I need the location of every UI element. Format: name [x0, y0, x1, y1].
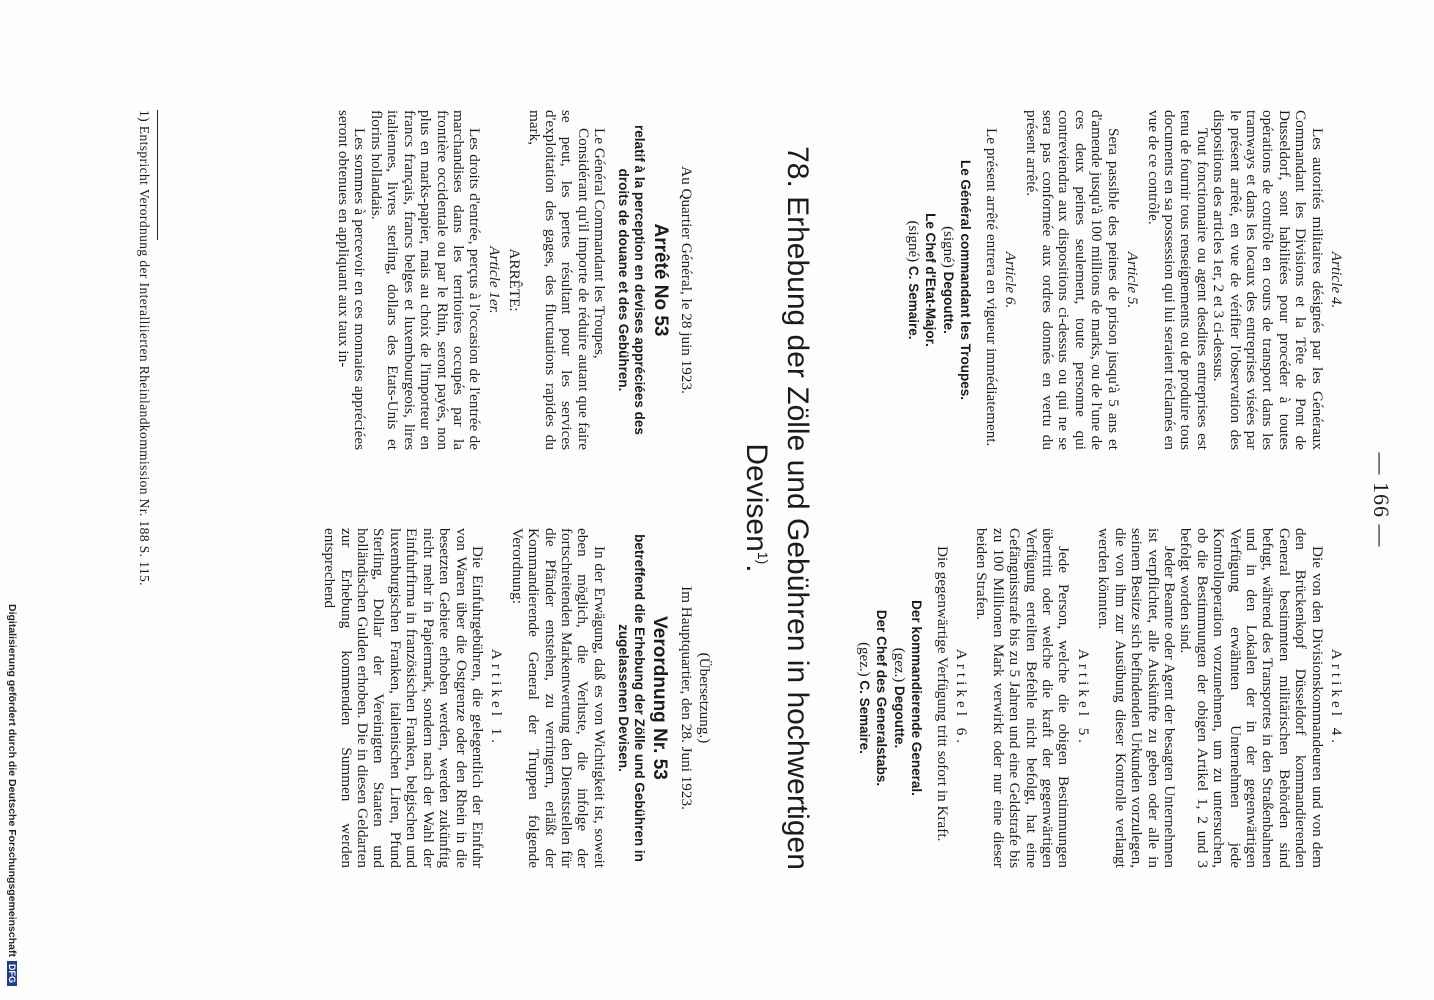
german-upper-column: [855, 528, 1348, 868]
article-4-heading: Article 4.: [1328, 251, 1345, 309]
artikel-1-heading: Artikel 1.: [488, 648, 506, 748]
article-6-paragraph: Le présent arrêté entrera en vigueur immédiatement.: [982, 128, 1000, 447]
signed-label-2: (signé): [905, 220, 922, 263]
arrete-paragraph-2: Considérant qu'il importe de réduire autant que faire se peut, les pertes résultant pour les services d'exploitation des gages, des fluctuations rapides du mark,: [525, 110, 592, 450]
signatory-name-1: Degoutte.: [941, 271, 957, 334]
article-4-paragraph-1: Les autorités militaires désignés par les Généraux Commandant les Divisions et la Tête de Pont de Dusseldorf, sont habilitées pour procéder à toutes opérations de contrôle en cours de transport dans les tramways et dans les locaux des entreprises visées par le présent arrêté, en vue de vérifier l'observation des dispositions des articles 1er, 2 et 3 ci-dessus.: [1210, 110, 1326, 450]
footnote: 1) Entspricht Verordnung der Interalliierten Rheinlandkommission Nr. 188 S. 115.: [137, 110, 152, 586]
article-1-paragraph-2: Les sommes à percevoir en ces monnaies appréciées seront obtenues en appliquant aux taux in-: [335, 110, 369, 450]
french-signature-block: [904, 110, 974, 450]
german-signature-block: [855, 528, 925, 868]
article-5-paragraph: Sera passible des peines de prison jusqu'à 5 ans et d'amende jusqu'à 100 millions de marks, ou de l'une de ces deux peines seulement, toute personne qui contreviendra aux dispositions ci-dessus ou qui ne se sera pas conformée aux ordres donnés en vertu du présent arrêté.: [1022, 110, 1122, 450]
translation-note: (Übersetzung.): [696, 652, 713, 744]
footnote-rule: [157, 110, 158, 240]
signed-label-1: (signé): [940, 226, 957, 268]
artikel-6-heading: Artikel 6.: [953, 648, 971, 748]
article-4-paragraph-2: Tout fonctionnaire ou agent desdites entreprises est tenu de fournir tous renseignements ou de produire tous documents en sa possession qui lui seraient réclamés en vue de ce contrôle.: [1144, 110, 1211, 450]
article-1-paragraph-1: Les droits d'entrée, perçus à l'occasion de l'entrée de marchandises dans les territoires occupés par la frontière occidentale ou par le Rhin, seront payés, non plus en marks-papier, mais au choix de l'importeur en francs français, francs belges et luxembourgeois, lires italiennes, livres sterling, dollars des Etats-Unis et florins hollandais.: [367, 110, 484, 450]
signature-title-2: Le Chef d'Etat-Major.: [923, 213, 939, 347]
artikel-4-paragraph-1: Die von den Divisionskommandeuren und von dem den Brückenkopf Düsseldorf kommandierenden General bestimmten militärischen Behörden sind befugt, während des Transportes in den Straßenbahnen und in den Lokalen der in der gegenwärtigen Verfügung erwähnten Unternehmen jede Kontrolloperation vorzunehmen, um zu untersuchen, ob die Bestimmungen der obigen Artikel 1, 2 und 3 befolgt worden sind.: [1177, 528, 1326, 868]
page-number: — 166 —: [1369, 452, 1394, 548]
arrete-title: Arrêté No 53: [649, 223, 671, 337]
digitization-credit: [2, 604, 18, 998]
signature-title-1: Le Général commandant les Troupes.: [958, 159, 974, 401]
article-5-heading: Article 5.: [1124, 251, 1142, 309]
arrete-word: ARRÊTE:: [506, 248, 524, 312]
section-heading-text: 78. Erhebung der Zölle und Gebühren in hochwertigen Devisen: [740, 146, 814, 870]
digitization-credit-text: Digitalisierung gefördert durch die Deutsche Forschungsgemeinschaft: [6, 604, 18, 957]
artikel-6-paragraph: Die gegenwärtige Verfügung tritt sofort in Kraft.: [933, 546, 951, 842]
signed-label-1: (gez.): [891, 647, 908, 683]
artikel-5-heading: Artikel 5.: [1074, 648, 1092, 748]
verordnung-subtitle: betreffend die Erhebung der Zölle und Gebühren in zugelassenen Devisen.: [615, 534, 647, 862]
german-date-line: Im Hauptquartier, den 28. Juni 1923.: [677, 586, 695, 810]
french-lower-column: [335, 110, 712, 450]
section-heading: 78. Erhebung der Zölle und Gebühren in hochwertigen Devisen$^{1)}$.: [740, 146, 814, 870]
signatory-name-2: C. Semaire.: [906, 265, 922, 340]
arrete-paragraph-1: Le Général Commandant les Troupes,: [591, 128, 609, 359]
signed-label-2: (gez.): [856, 642, 873, 677]
artikel-4-paragraph-2: Jeder Beamte oder Agent der besagten Unternehmen ist verpflichtet, alle Auskünfte zu geben oder alle in seinem Besitze sich befindenden Urkunden vorzulegen, die von ihm zur Ausübung dieser Kontrolle verlangt werden könnten.: [1095, 528, 1178, 868]
footnote-mark: 1): [755, 551, 771, 565]
signatory-name-2: C. Semaire.: [857, 680, 873, 754]
artikel-1-paragraph: Die Einfuhrgebühren, die gelegentlich der Einfuhr von Waren über die Ostgrenze oder den Rhein in die besetzten Gebiete erhoben werden, werden zukünftig nicht mehr in Papiermark, sondern nach der Wahl der Einfuhrfirma in französischen Franken, belgischen und luxemburgischen Franken, italienischen Liren, Pfund Sterling, Dollar der Vereinigten Staaten und holländischen Gulden erhoben. Die in diesen Geldarten zur Erhebung kommenden Summen werden entsprechend: [321, 528, 486, 868]
artikel-4-heading: Artikel 4.: [1328, 648, 1345, 748]
verordnung-paragraph-1: In der Erwägung, daß es von Wichtigkeit ist, soweit eben möglich, die Verluste, die infolge der fortschreitenden Markentwertung den Dienststellen für die Pfänder entstehen, zu verringern, erläßt der Kommandierende General der Truppen folgende Verordnung:: [508, 528, 608, 868]
french-upper-column: [904, 110, 1348, 450]
german-lower-column: [321, 528, 712, 868]
signature-title-2: Der Chef des Generalstabs.: [874, 609, 890, 787]
arrete-subtitle: relatif à la perception en devises appréciées des droits de douane et des Gebühren.: [616, 125, 648, 435]
dfg-logo: DFG: [7, 961, 17, 986]
signature-title-1: Der kommandierende General.: [909, 600, 925, 796]
article-1-heading: Article 1er.: [485, 246, 503, 314]
artikel-5-paragraph: Jede Person, welche die obigen Bestimmungen übertritt oder welche die kraft der gegenwärtigen Verfügung erteilten Befehle nicht befolgt, hat eine Gefängnisstrafe bis zu 5 Jahren und eine Geldstrafe bis zu 100 Millionen Mark verwirkt oder nur eine dieser beiden Strafen.: [973, 528, 1073, 868]
verordnung-title: Verordnung Nr. 53: [649, 616, 671, 780]
signatory-name-1: Degoutte.: [892, 686, 908, 749]
article-6-heading: Article 6.: [1002, 251, 1020, 309]
french-date-line: Au Quartier Général, le 28 juin 1923.: [678, 166, 695, 394]
